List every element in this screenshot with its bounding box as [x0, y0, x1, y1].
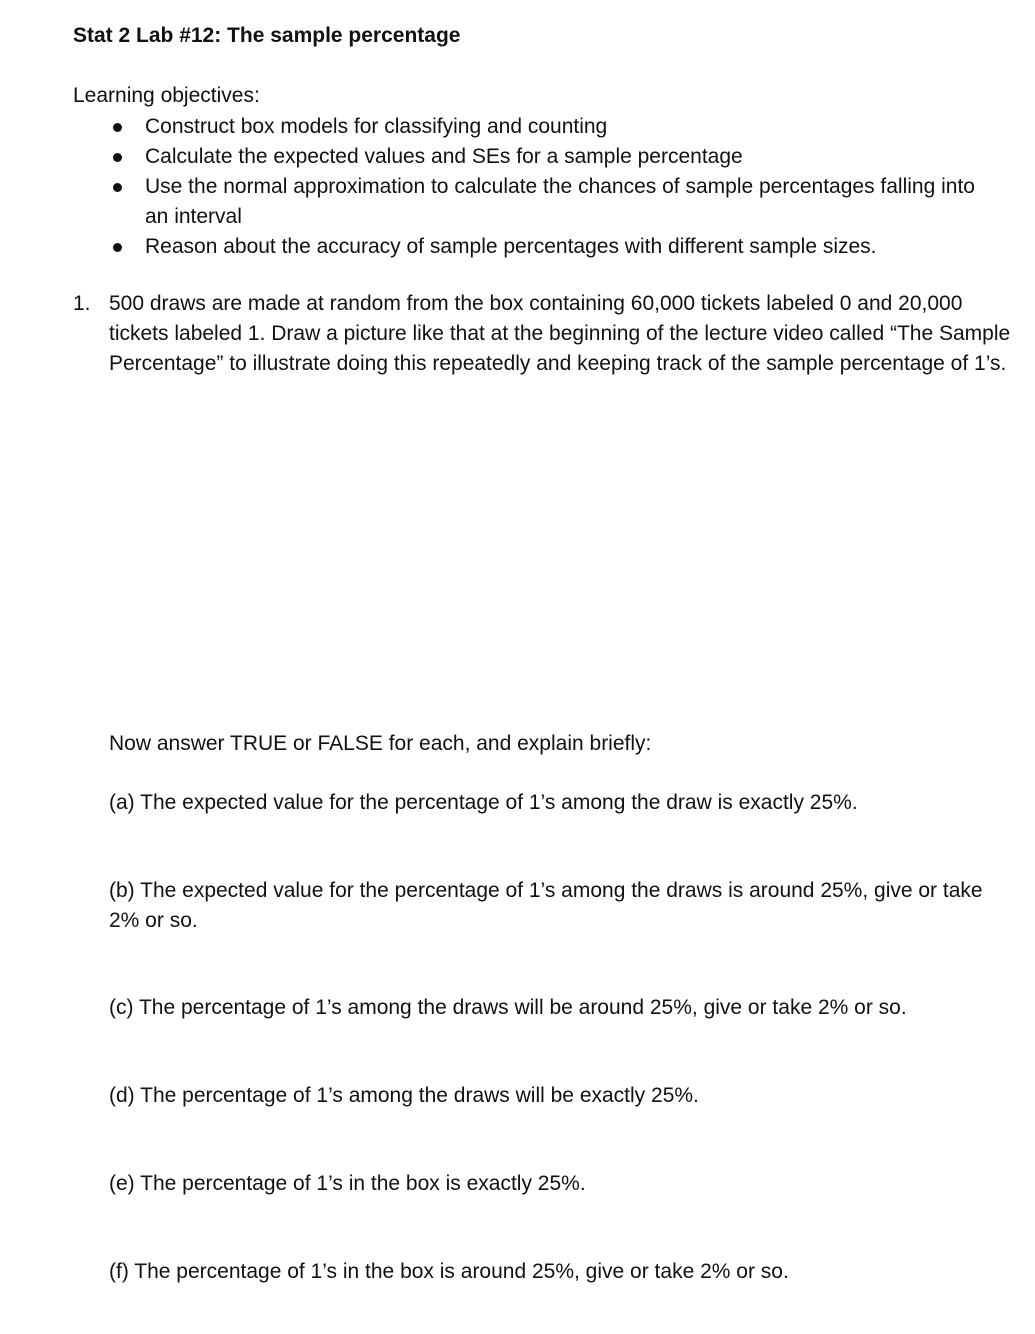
part-c: (c) The percentage of 1’s among the draws will be around 25%, give or take 2% or so. — [109, 996, 907, 1019]
question-number: 1. — [73, 292, 91, 315]
question-text: 500 draws are made at random from the box containing 60,000 tickets labeled 0 and 20,000 tickets labeled 1. Draw a picture like that at the beginning of the lecture video called “The Sample Percentage” to illustrate doing this repeatedly and keeping track of the sample percentage of 1’s. — [109, 292, 1011, 375]
bullet-icon — [113, 123, 122, 132]
question-1 — [73, 289, 1013, 379]
part-d: (d) The percentage of 1’s among the draws will be exactly 25%. — [109, 1084, 699, 1107]
objective-item — [0, 172, 995, 232]
bullet-icon — [113, 243, 122, 252]
part-e: (e) The percentage of 1’s in the box is exactly 25%. — [109, 1172, 586, 1195]
part-f: (f) The percentage of 1’s in the box is around 25%, give or take 2% or so. — [109, 1260, 789, 1283]
part-b: (b) The expected value for the percentage of 1’s among the draws is around 25%, give or take 2% or so. — [109, 879, 983, 932]
objective-item — [0, 142, 995, 172]
part-a: (a) The expected value for the percentage of 1’s among the draw is exactly 25%. — [109, 791, 858, 814]
objective-item — [0, 112, 995, 142]
objective-item — [0, 232, 995, 262]
objective-text: Use the normal approximation to calculate the chances of sample percentages falling into an interval — [145, 175, 975, 228]
instructions-text: Now answer TRUE or FALSE for each, and explain briefly: — [109, 732, 652, 755]
learning-objectives-list — [0, 112, 1035, 262]
bullet-icon — [113, 183, 122, 192]
bullet-icon — [113, 153, 122, 162]
objective-text: Calculate the expected values and SEs for a sample percentage — [145, 145, 743, 168]
objective-text: Construct box models for classifying and counting — [145, 115, 608, 138]
document-title: Stat 2 Lab #12: The sample percentage — [73, 24, 461, 47]
learning-objectives-heading: Learning objectives: — [73, 84, 260, 107]
objective-text: Reason about the accuracy of sample percentages with different sample sizes. — [145, 235, 877, 258]
